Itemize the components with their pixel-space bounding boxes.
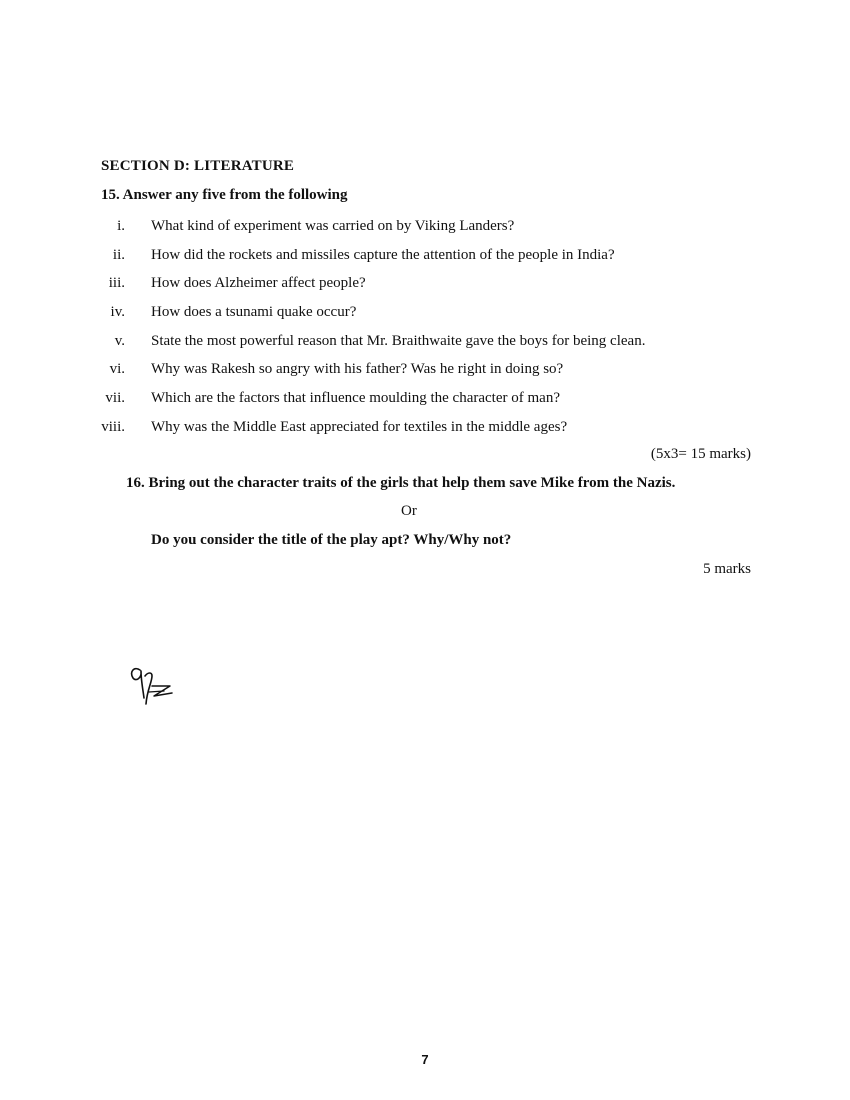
item-text: How did the rockets and missiles capture the attention of the people in India? <box>151 246 615 263</box>
question-16-alternative: Do you consider the title of the play apt? Why/Why not? <box>151 532 512 548</box>
item-text: What kind of experiment was carried on by Viking Landers? <box>151 218 515 234</box>
item-text: Why was the Middle East appreciated for textiles in the middle ages? <box>151 418 568 435</box>
question-16-marks: 5 marks <box>703 561 751 577</box>
list-item <box>0 273 850 302</box>
list-item <box>0 302 850 331</box>
list-item <box>0 359 850 388</box>
item-number: v. <box>114 332 125 349</box>
list-item <box>0 216 850 245</box>
section-title: SECTION D: LITERATURE <box>101 158 295 174</box>
item-text: How does Alzheimer affect people? <box>151 275 366 292</box>
item-number: viii. <box>101 418 125 435</box>
item-text: Which are the factors that influence moulding the character of man? <box>151 390 560 407</box>
list-item <box>0 331 850 360</box>
list-item <box>0 417 850 446</box>
or-separator: Or <box>401 503 417 519</box>
item-number: iv. <box>110 304 125 321</box>
item-number: iii. <box>108 275 125 292</box>
item-number: ii. <box>112 246 125 263</box>
item-number: vi. <box>109 361 125 378</box>
item-text: State the most powerful reason that Mr. Braithwaite gave the boys for being clean. <box>151 332 646 349</box>
question-15-heading: 15. Answer any five from the following <box>101 187 348 203</box>
question-15-list <box>0 216 850 446</box>
item-text: Why was Rakesh so angry with his father? Was he right in doing so? <box>151 361 564 378</box>
item-number: i. <box>117 218 125 234</box>
question-16: 16. Bring out the character traits of the girls that help them save Mike from the Nazis. <box>126 475 676 491</box>
question-15-marks: (5x3= 15 marks) <box>650 446 751 462</box>
list-item <box>0 245 850 274</box>
item-number: vii. <box>105 390 125 407</box>
signature-icon <box>126 660 178 710</box>
item-text: How does a tsunami quake occur? <box>151 304 357 321</box>
page-number: 7 <box>421 1052 429 1067</box>
list-item <box>0 388 850 417</box>
